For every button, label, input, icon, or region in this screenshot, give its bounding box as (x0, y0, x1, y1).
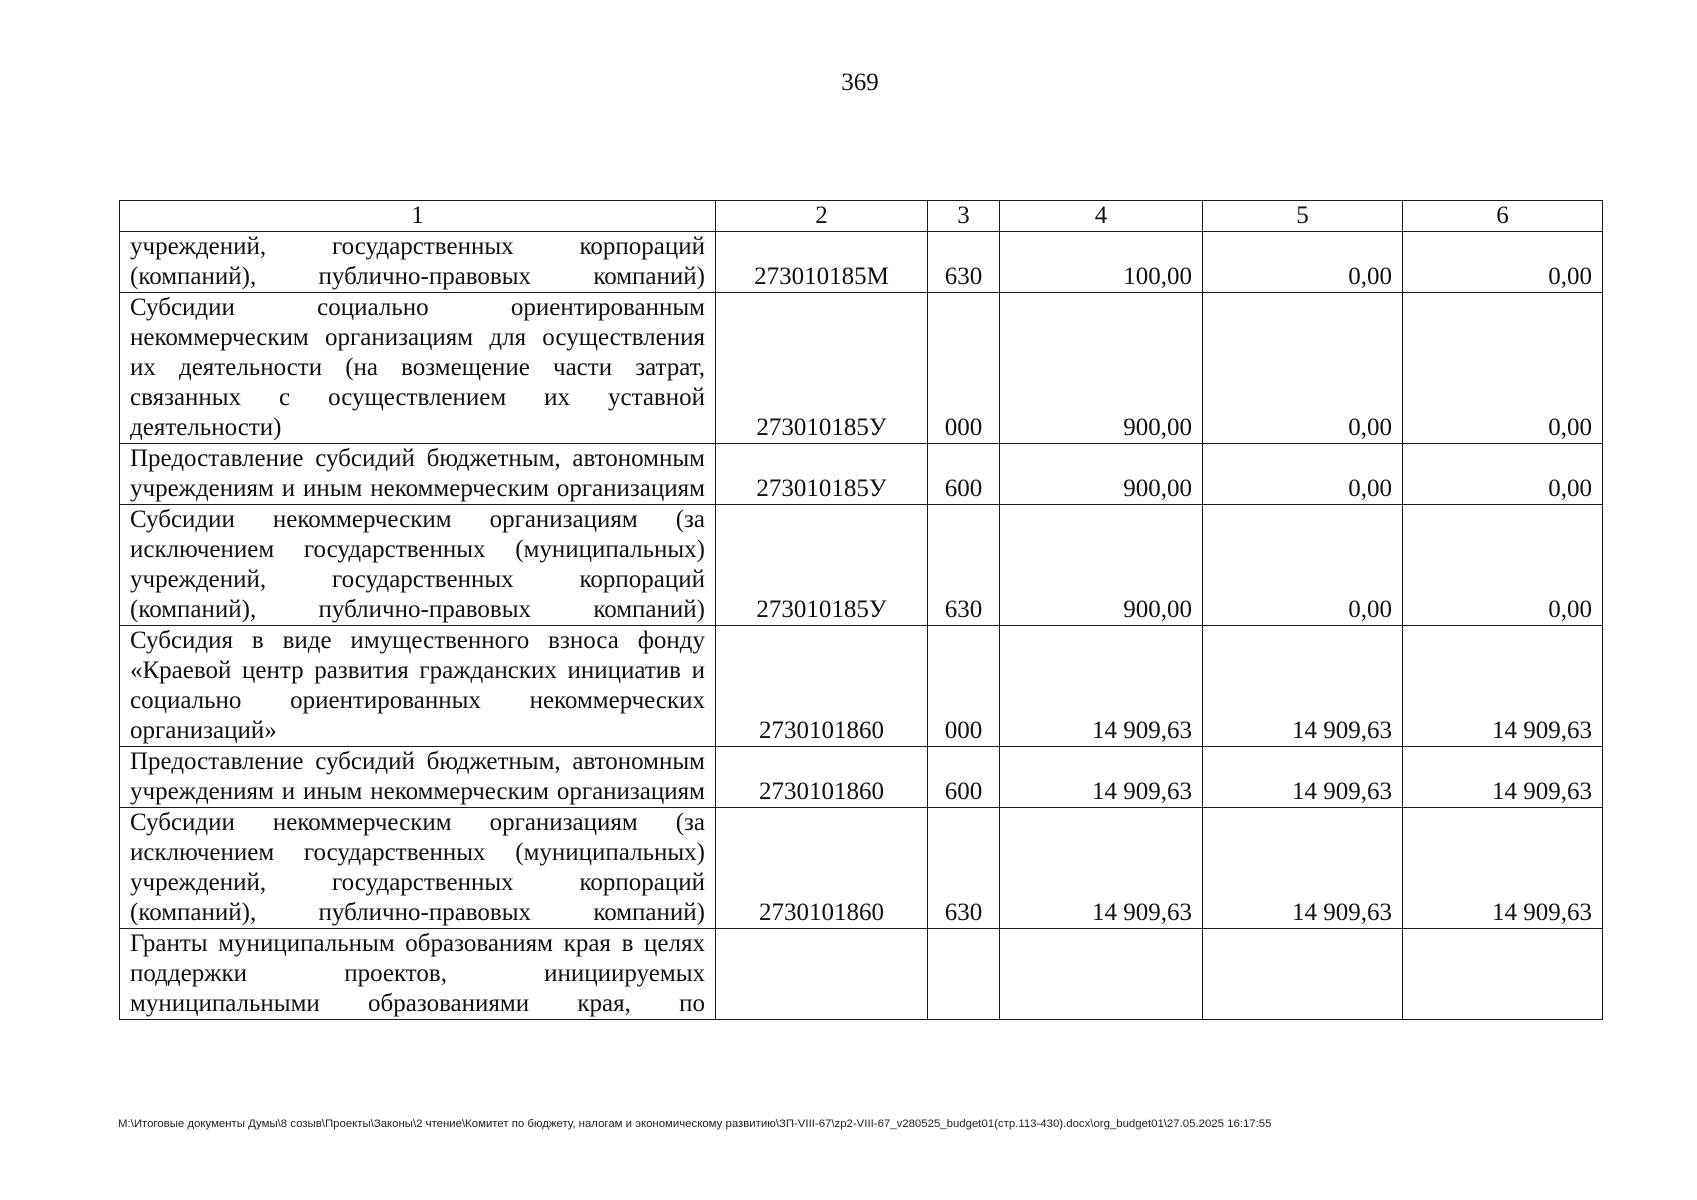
budget-table (119, 200, 1603, 1020)
row-expense-type: 630 (928, 505, 1000, 626)
row-amount-col6: 0,00 (1403, 293, 1603, 444)
table-row (120, 293, 1603, 444)
table-row (120, 626, 1603, 747)
row-expense-type: 000 (928, 293, 1000, 444)
row-expense-type: 630 (928, 808, 1000, 929)
row-description: Субсидия в виде имущественного взноса фонду «Краевой центр развития гражданских инициатив и социально ориентированных некоммерческих организаций» (120, 626, 716, 747)
header-cell-1: 1 (120, 201, 716, 232)
row-amount-col4: 900,00 (1000, 444, 1203, 505)
row-description: Предоставление субсидий бюджетным, автономным учреждениям и иным некоммерческим организациям (120, 444, 716, 505)
row-amount-col5: 0,00 (1203, 293, 1403, 444)
header-cell-6: 6 (1403, 201, 1603, 232)
row-amount-col5: 0,00 (1203, 444, 1403, 505)
row-amount-col6: 14 909,63 (1403, 808, 1603, 929)
table-row (120, 232, 1603, 293)
table-header-row (120, 201, 1603, 232)
row-amount-col6 (1403, 929, 1603, 1020)
row-amount-col4: 900,00 (1000, 505, 1203, 626)
row-amount-col4: 100,00 (1000, 232, 1203, 293)
file-path-footer: M:\Итоговые документы Думы\8 созыв\Проекты\Законы\2 чтение\Комитет по бюджету, налогам и экономическому развитию\ЗП-VIII-67\zp2-VIII-67_v280525_budget01(стр.113-430).docx\org_budget01\27.05.2025 16:17:55 (118, 1118, 1272, 1130)
row-amount-col5: 14 909,63 (1203, 808, 1403, 929)
row-amount-col4 (1000, 929, 1203, 1020)
row-target-code: 273010185У (716, 293, 928, 444)
row-amount-col5: 14 909,63 (1203, 626, 1403, 747)
row-target-code: 2730101860 (716, 747, 928, 808)
row-amount-col4: 900,00 (1000, 293, 1203, 444)
row-target-code: 273010185У (716, 444, 928, 505)
row-amount-col5: 14 909,63 (1203, 747, 1403, 808)
table-row (120, 808, 1603, 929)
row-amount-col6: 0,00 (1403, 232, 1603, 293)
row-expense-type: 600 (928, 747, 1000, 808)
row-description: Субсидии социально ориентированным некоммерческим организациям для осуществления их деятельности (на возмещение части затрат, связанных с осуществлением их уставной деятельности) (120, 293, 716, 444)
row-expense-type (928, 929, 1000, 1020)
page-number: 369 (841, 69, 879, 96)
row-amount-col4: 14 909,63 (1000, 626, 1203, 747)
table-row (120, 929, 1603, 1020)
row-description: Предоставление субсидий бюджетным, автономным учреждениям и иным некоммерческим организациям (120, 747, 716, 808)
row-description: Субсидии некоммерческим организациям (за исключением государственных (муниципальных) учреждений, государственных корпораций (компаний), публично-правовых компаний) (120, 505, 716, 626)
row-amount-col4: 14 909,63 (1000, 808, 1203, 929)
table-row (120, 747, 1603, 808)
row-amount-col6: 14 909,63 (1403, 747, 1603, 808)
row-amount-col5: 0,00 (1203, 505, 1403, 626)
row-target-code: 273010185У (716, 505, 928, 626)
row-amount-col6: 0,00 (1403, 444, 1603, 505)
table-row (120, 444, 1603, 505)
row-target-code: 2730101860 (716, 626, 928, 747)
header-cell-2: 2 (716, 201, 928, 232)
header-cell-5: 5 (1203, 201, 1403, 232)
row-target-code: 273010185М (716, 232, 928, 293)
row-amount-col4: 14 909,63 (1000, 747, 1203, 808)
header-cell-3: 3 (928, 201, 1000, 232)
row-expense-type: 000 (928, 626, 1000, 747)
row-description: Гранты муниципальным образованиям края в целях поддержки проектов, инициируемых муниципальными образованиями края, по (120, 929, 716, 1020)
row-amount-col6: 0,00 (1403, 505, 1603, 626)
row-description: Субсидии некоммерческим организациям (за исключением государственных (муниципальных) учреждений, государственных корпораций (компаний), публично-правовых компаний) (120, 808, 716, 929)
row-expense-type: 630 (928, 232, 1000, 293)
row-expense-type: 600 (928, 444, 1000, 505)
row-amount-col5 (1203, 929, 1403, 1020)
table-row (120, 505, 1603, 626)
row-description: учреждений, государственных корпораций (компаний), публично-правовых компаний) (120, 232, 716, 293)
row-amount-col6: 14 909,63 (1403, 626, 1603, 747)
header-cell-4: 4 (1000, 201, 1203, 232)
row-amount-col5: 0,00 (1203, 232, 1403, 293)
row-target-code (716, 929, 928, 1020)
row-target-code: 2730101860 (716, 808, 928, 929)
